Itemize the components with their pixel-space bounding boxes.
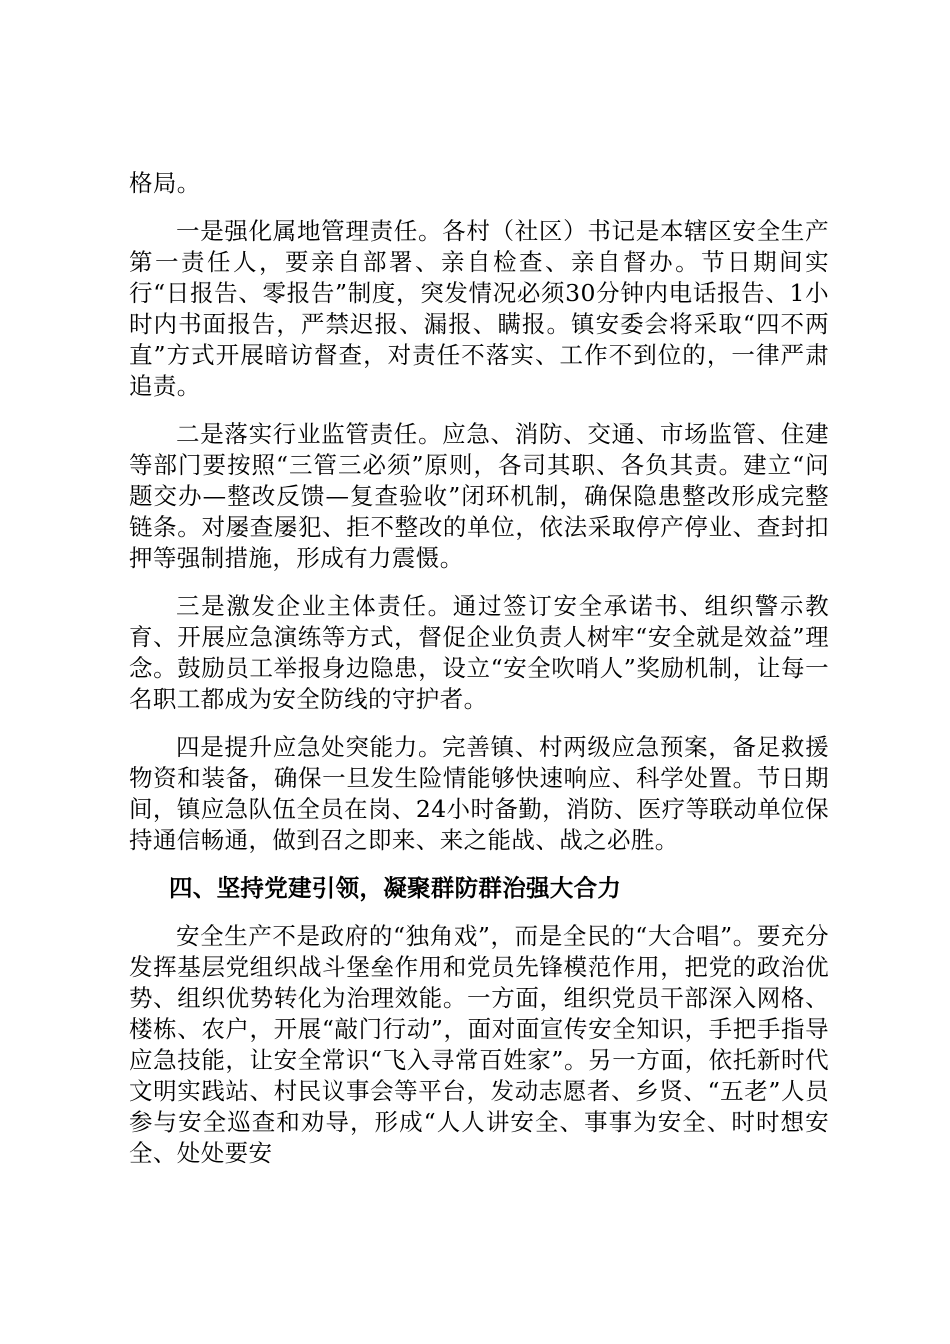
paragraph-gap (129, 574, 829, 591)
paragraph-gap (129, 715, 829, 732)
paragraph-gap (129, 199, 829, 216)
paragraph-party-leadership: 安全生产不是政府的“独角戏”，而是全民的“大合唱”。要充分发挥基层党组织战斗堡垒作用和党员先锋模范作用，把党的政治优势、组织优势转化为治理效能。一方面，组织党员干部深入网格、楼栋、农户，开展“敲门行动”，面对面宣传安全知识，手把手指导应急技能，让安全常识“飞入寻常百姓家”。另一方面，依托新时代文明实践站、村民议事会等平台，发动志愿者、乡贤、“五老”人员参与安全巡查和劝导，形成“人人讲安全、事事为安全、时时想安全、处处要安 (129, 922, 829, 1167)
paragraph-emergency-response: 四是提升应急处突能力。完善镇、村两级应急预案，备足救援物资和装备，确保一旦发生险情能够快速响应、科学处置。节日期间，镇应急队伍全员在岗、24小时备勤，消防、医疗等联动单位保持通信畅通，做到召之即来、来之能战、战之必胜。 (129, 733, 829, 854)
section-heading: 四、坚持党建引领，凝聚群防群治强大合力 (169, 874, 622, 902)
paragraph-territorial-responsibility: 一是强化属地管理责任。各村（社区）书记是本辖区安全生产第一责任人，要亲自部署、亲自检查、亲自督办。节日期间实行“日报告、零报告”制度，突发情况必须30分钟内电话报告、1小时内书面报告，严禁迟报、漏报、瞒报。镇安委会将采取“四不两直”方式开展暗访督查，对责任不落实、工作不到位的，一律严肃追责。 (129, 217, 829, 400)
paragraph-gap (129, 856, 829, 873)
paragraph-gap (129, 402, 829, 419)
paragraph-gap (129, 904, 829, 921)
continuation-text: 格局。 (129, 169, 201, 197)
paragraph-industry-supervision: 二是落实行业监管责任。应急、消防、交通、市场监管、住建等部门要按照“三管三必须”原则，各司其职、各负其责。建立“问题交办—整改反馈—复查验收”闭环机制，确保隐患整改形成完整链条。对屡查屡犯、拒不整改的单位，依法采取停产停业、查封扣押等强制措施，形成有力震慑。 (129, 420, 829, 572)
paragraph-enterprise-responsibility: 三是激发企业主体责任。通过签订安全承诺书、组织警示教育、开展应急演练等方式，督促企业负责人树牢“安全就是效益”理念。鼓励员工举报身边隐患，设立“安全吹哨人”奖励机制，让每一名职工都成为安全防线的守护者。 (129, 592, 829, 713)
document-page (129, 168, 829, 1169)
